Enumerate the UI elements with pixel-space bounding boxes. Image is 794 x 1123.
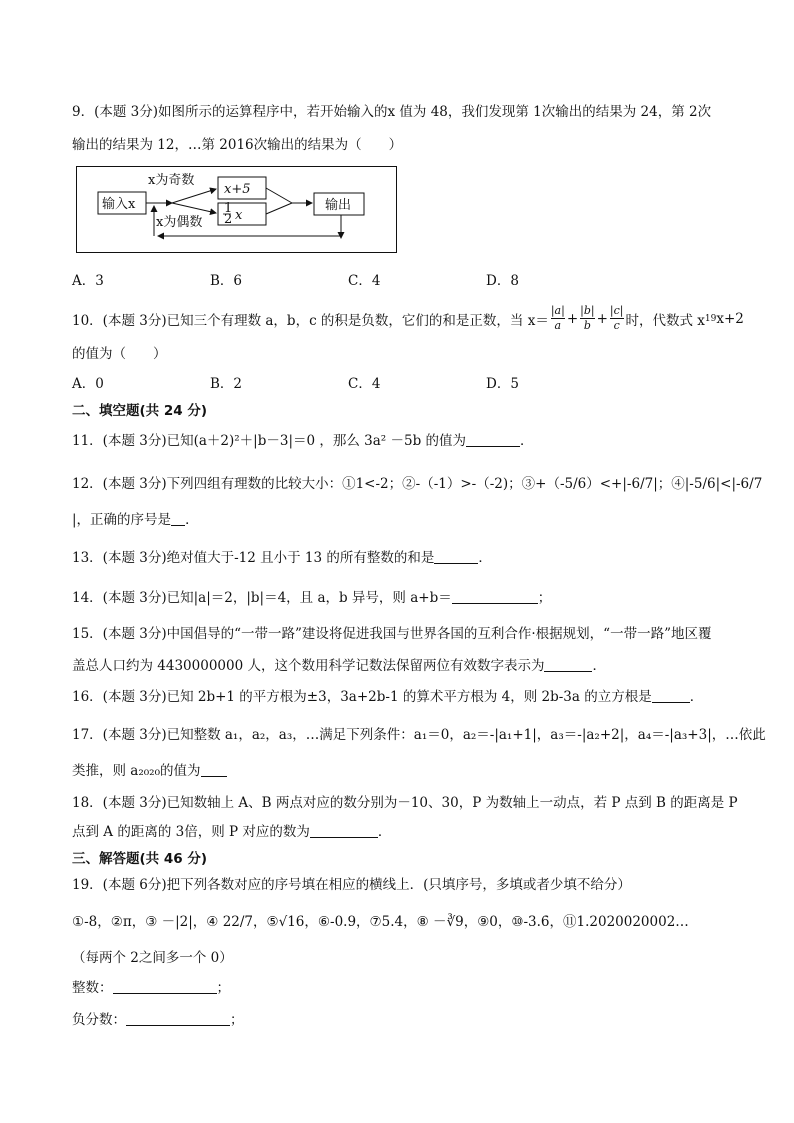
- q10-option-a[interactable]: A．0: [72, 376, 104, 392]
- q11-end: ．: [520, 433, 534, 449]
- q12-line2: [72, 508, 199, 528]
- q19-negfrac-end: ；: [230, 1012, 244, 1028]
- q19-negfrac-blank[interactable]: [126, 1013, 230, 1026]
- q9-option-c[interactable]: C．4: [348, 273, 381, 289]
- q17-text: 类推，则 a₂₀₂₀的值为: [72, 763, 201, 779]
- flow-half-var: x: [235, 208, 243, 223]
- flow-plus5-label: x+5: [224, 182, 251, 197]
- q10-frac-c: $\frac{|c|}{c}$: [609, 304, 624, 332]
- q19-note: （每两个 2之间多一个 0）: [72, 950, 233, 966]
- q9-options: [72, 269, 624, 289]
- q18-line2: [72, 820, 391, 840]
- q18-line1: 18．(本题 3分)已知数轴上 A、B 两点对应的数分别为－10、30，P 为数轴上一动点，若 P 点到 B 的距离是 P: [72, 795, 738, 811]
- q17-answer-blank[interactable]: [201, 764, 227, 777]
- q19-integers-row: [72, 976, 230, 996]
- q16-text: 16．(本题 3分)已知 2b+1 的平方根为±3，3a+2b-1 的算术平方根为 4，则 2b-3a 的立方根是: [72, 689, 652, 705]
- q12-line1: 12．(本题 3分)下列四组有理数的比较大小：①1<-2；②-（-1）>-（-2)；③+（-5/6）<+|-6/7|；④|-5/6|<|-6/7: [72, 476, 763, 492]
- q13-answer-blank[interactable]: [434, 551, 478, 564]
- q18-text: 点到 A 的距离的 3倍，则 P 对应的数为: [72, 824, 310, 840]
- q19-line1: 19．(本题 6分)把下列各数对应的序号填在相应的横线上．(只填序号，多填或者少填不给分）: [72, 877, 631, 893]
- q19-items: ①-8，②π，③ －|2|，④ 22/7，⑤√16，⑥-0.9，⑦5.4，⑧ －∛9，⑨0，⑩-3.6̇，⑪1.2020020002…: [72, 914, 689, 930]
- q15-line1: 15．(本题 3分)中国倡导的“一带一路”建设将促进我国与世界各国的互利合作·根据规划，“一带一路”地区覆: [72, 626, 712, 642]
- flow-half-den: 2: [224, 212, 233, 227]
- q14-answer-blank[interactable]: [452, 591, 538, 604]
- q9-option-d[interactable]: D．8: [486, 273, 519, 289]
- q16: [72, 685, 703, 705]
- q9-line1: 9．(本题 3分)如图所示的运算程序中，若开始输入的x 值为 48，我们发现第 1次输出的结果为 24，第 2次: [72, 104, 712, 120]
- q19-negfrac-label: 负分数：: [72, 1012, 126, 1028]
- q15-answer-blank[interactable]: [544, 659, 592, 672]
- q10-text-c: x+2: [716, 310, 744, 327]
- q18-end: ．: [377, 824, 392, 840]
- q13: [72, 546, 492, 566]
- q14: [72, 586, 551, 606]
- q10-line2: 的值为（ ）: [72, 346, 167, 362]
- q19-negfrac-row: [72, 1008, 244, 1028]
- q11-answer-blank[interactable]: [466, 434, 520, 447]
- flowchart-diagram: [76, 166, 398, 254]
- q10-text-b: 时，代数式 x: [625, 312, 705, 329]
- flow-even-label: x为偶数: [156, 215, 203, 230]
- flow-odd-label: x为奇数: [148, 173, 195, 188]
- section-fill-in-title: 二、填空题(共 24 分): [72, 403, 208, 419]
- q12-answer-blank[interactable]: [171, 513, 185, 526]
- q14-text: 14．(本题 3分)已知|a|＝2，|b|＝4，且 a，b 异号，则 a+b＝: [72, 590, 452, 606]
- q10-line1: 10．(本题 3分)已知三个有理数 a，b，c 的积是负数，它们的和是正数，当 x＝ |a| a + $\frac{|b|}{b}$ + $\frac{|c|}{c}$ 时，代数式 x 19 x+2: [72, 304, 744, 332]
- q10-options: [72, 372, 624, 392]
- q15-line2: [72, 654, 606, 674]
- q11-text: 11．(本题 3分)已知(a＋2)²＋|b－3|＝0 ，那么 3a² －5b 的值为: [72, 433, 467, 449]
- q9-option-a[interactable]: A．3: [72, 273, 104, 289]
- q10-exponent: 19: [704, 313, 717, 324]
- q15-end: ．: [592, 658, 606, 674]
- q12-end: ．: [185, 512, 199, 528]
- q10-option-c[interactable]: C．4: [348, 376, 381, 392]
- q10-frac-a: |a| a: [550, 304, 565, 332]
- q17-line2: [72, 759, 227, 779]
- q19-integers-label: 整数：: [72, 980, 113, 996]
- flow-output-label: 输出: [325, 198, 352, 213]
- q15-text: 盖总人口约为 4430000000 人，这个数用科学记数法保留两位有效数字表示为: [72, 658, 545, 674]
- q16-answer-blank[interactable]: [652, 690, 690, 703]
- q12-text: |，正确的序号是: [72, 512, 172, 528]
- q19-integers-end: ；: [216, 980, 230, 996]
- section-solve-title: 三、解答题(共 46 分): [72, 851, 208, 867]
- q10-frac-b: $\frac{|b|}{b}$: [580, 304, 595, 332]
- q10-text-a: 10．(本题 3分)已知三个有理数 a，b，c 的积是负数，它们的和是正数，当 x＝: [72, 312, 549, 329]
- q9-option-b[interactable]: B．6: [210, 273, 243, 289]
- q18-answer-blank[interactable]: [310, 825, 378, 838]
- q19-integers-blank[interactable]: [113, 981, 217, 994]
- flow-input-label: 输入x: [102, 197, 136, 212]
- q17-line1: 17．(本题 3分)已知整数 a₁，a₂，a₃，…满足下列条件：a₁＝0，a₂＝-|a₁+1|，a₃＝-|a₂+2|，a₄＝-|a₃+3|，…依此: [72, 727, 766, 743]
- q14-end: ；: [537, 590, 552, 606]
- q9-line2: 输出的结果为 12，…第 2016次输出的结果为（ ）: [72, 137, 403, 153]
- q13-text: 13．(本题 3分)绝对值大于-12 且小于 13 的所有整数的和是: [72, 550, 435, 566]
- q10-option-d[interactable]: D．5: [486, 376, 519, 392]
- q10-option-b[interactable]: B．2: [210, 376, 243, 392]
- q16-end: ．: [689, 689, 704, 705]
- q11: [72, 429, 534, 449]
- flow-half-num: 1: [224, 201, 233, 216]
- q13-end: ．: [478, 550, 492, 566]
